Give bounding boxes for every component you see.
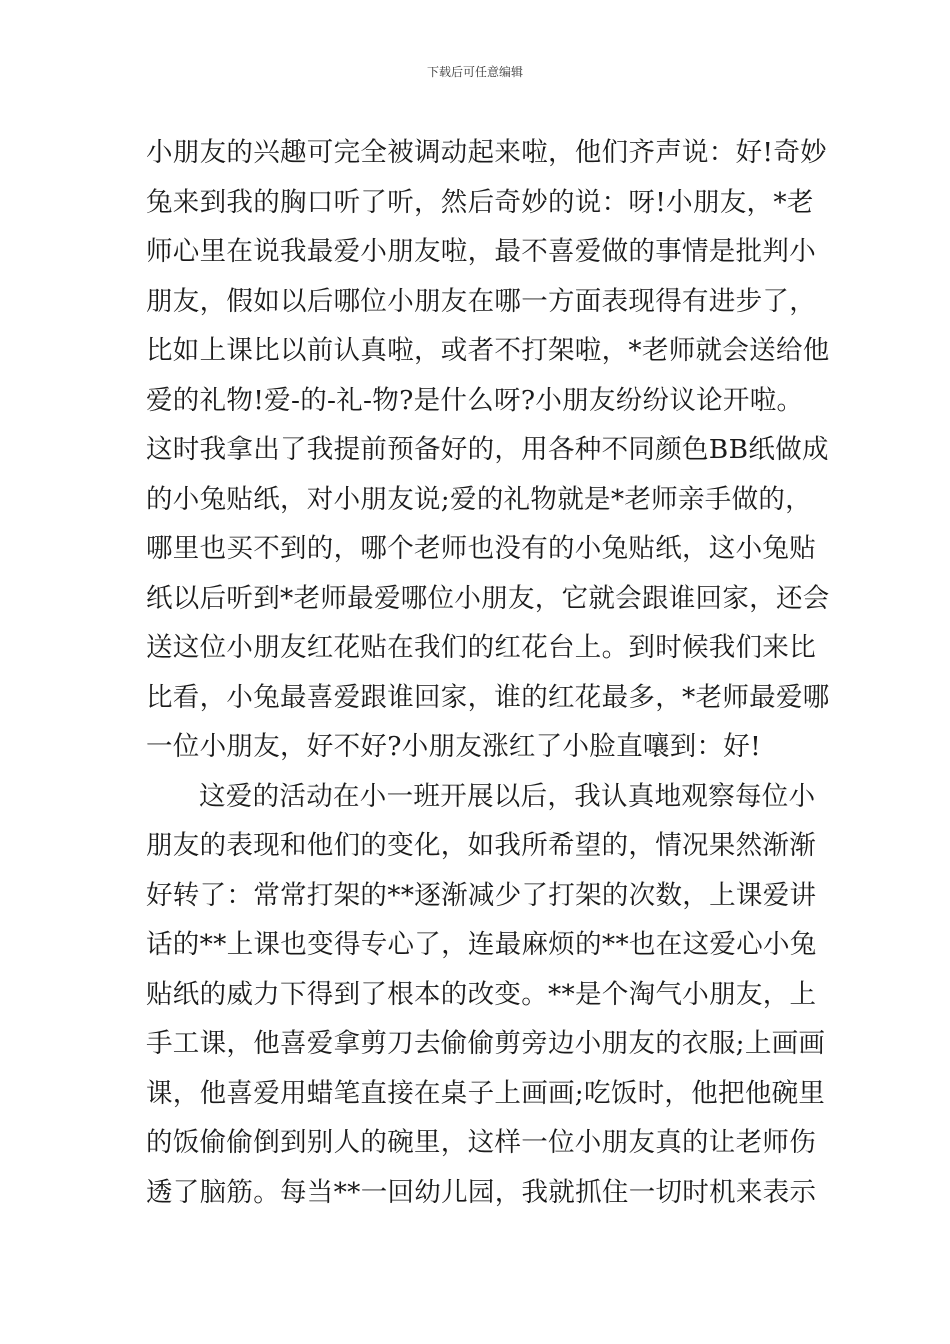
text-line: 一位小朋友，好不好?小朋友涨红了小脸直嚷到：好!: [146, 731, 762, 762]
text-line: 这时我拿出了我提前预备好的，用各种不同颜色BB纸做成: [146, 434, 829, 465]
text-line: 朋友，假如以后哪位小朋友在哪一方面表现得有进步了，: [146, 285, 816, 317]
text-line: 的小兔贴纸，对小朋友说;爱的礼物就是*老师亲手做的，: [146, 483, 812, 515]
text-line: 好转了：常常打架的**逐渐减少了打架的次数，上课爱讲: [146, 879, 817, 911]
text-line: 哪里也买不到的，哪个老师也没有的小兔贴纸，这小兔贴: [146, 533, 816, 564]
text-line: 透了脑筋。每当**一回幼儿园，我就抓住一切时机来表示: [146, 1176, 817, 1208]
text-line: 师心里在说我最爱小朋友啦，最不喜爱做的事情是批判小: [146, 236, 816, 267]
paragraph-start-line: 这爱的活动在小一班开展以后，我认真地观察每位小: [199, 780, 816, 812]
page-header: 下载后可任意编辑: [426, 65, 523, 79]
text-line: 话的**上课也变得专心了，连最麻烦的**也在这爱心小兔: [146, 929, 817, 960]
text-line: 送这位小朋友红花贴在我们的红花台上。到时候我们来比: [146, 632, 816, 663]
text-line: 的饭偷偷倒到别人的碗里，这样一位小朋友真的让老师伤: [146, 1127, 816, 1158]
text-line: 手工课，他喜爱拿剪刀去偷偷剪旁边小朋友的衣服;上画画: [146, 1028, 826, 1059]
text-line: 兔来到我的胸口听了听，然后奇妙的说：呀!小朋友，*老: [146, 186, 814, 218]
text-line: 比如上课比以前认真啦，或者不打架啦，*老师就会送给他: [146, 335, 830, 366]
text-line: 朋友的表现和他们的变化，如我所希望的，情况果然渐渐: [146, 830, 816, 861]
text-line: 小朋友的兴趣可完全被调动起来啦，他们齐声说：好!奇妙: [146, 137, 827, 168]
text-line: 纸以后听到*老师最爱哪位小朋友，它就会跟谁回家，还会: [146, 582, 830, 614]
text-line: 爱的礼物!爱-的-礼-物?是什么呀?小朋友纷纷议论开啦。: [146, 384, 804, 416]
text-line: 比看，小兔最喜爱跟谁回家，谁的红花最多，*老师最爱哪: [146, 681, 830, 713]
text-line: 贴纸的威力下得到了根本的改变。**是个淘气小朋友，上: [146, 978, 817, 1010]
document-body: [146, 128, 830, 1217]
text-line: 课，他喜爱用蜡笔直接在桌子上画画;吃饭时，他把他碗里: [146, 1077, 826, 1109]
